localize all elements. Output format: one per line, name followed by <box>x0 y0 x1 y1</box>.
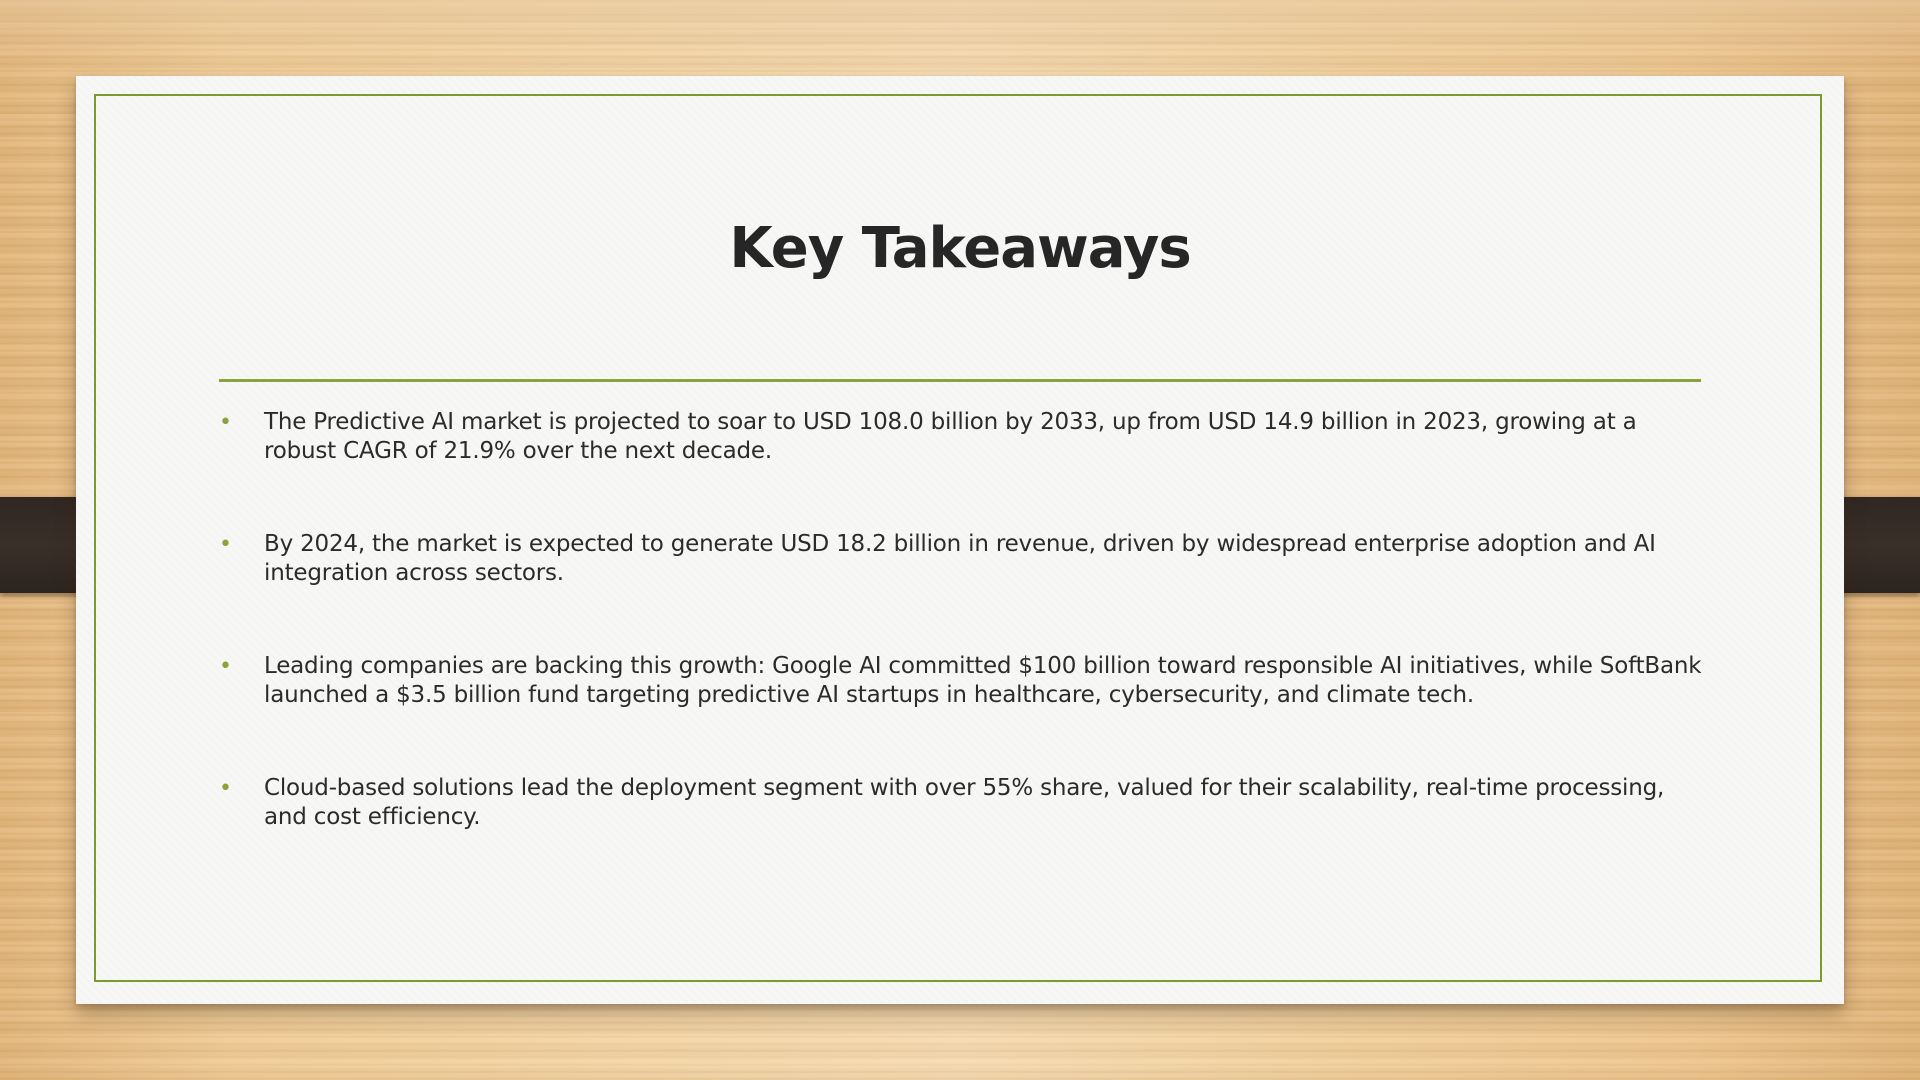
bullet-text: Leading companies are backing this growth: Google AI committed $100 billion toward responsible AI initiatives, while SoftBank launched a $3.5 billion fund targeting predictive AI startups in healthcare, cybersecurity, and climate tech. <box>264 653 1702 708</box>
bullet-item <box>219 652 1709 710</box>
slide-card <box>76 76 1844 1004</box>
bullet-item <box>219 530 1709 588</box>
bullet-icon: • <box>219 532 232 557</box>
bullet-icon: • <box>219 654 232 679</box>
bullet-text: Cloud-based solutions lead the deployment segment with over 55% share, valued for their scalability, real-time processing, and cost efficiency. <box>264 775 1665 830</box>
slide-title: Key Takeaways <box>729 216 1191 281</box>
bullet-icon: • <box>219 776 232 801</box>
wood-background <box>0 0 1920 80</box>
bullet-text: By 2024, the market is expected to generate USD 18.2 billion in revenue, driven by widespread enterprise adoption and AI integration across sectors. <box>264 531 1656 586</box>
bullet-list <box>219 408 1709 896</box>
bullet-text: The Predictive AI market is projected to soar to USD 108.0 billion by 2033, up from USD 14.9 billion in 2023, growing at a robust CAGR of 21.9% over the next decade. <box>264 409 1637 464</box>
bullet-item <box>219 774 1709 832</box>
bullet-item <box>219 408 1709 466</box>
title-divider <box>219 379 1701 382</box>
bullet-icon: • <box>219 410 232 435</box>
